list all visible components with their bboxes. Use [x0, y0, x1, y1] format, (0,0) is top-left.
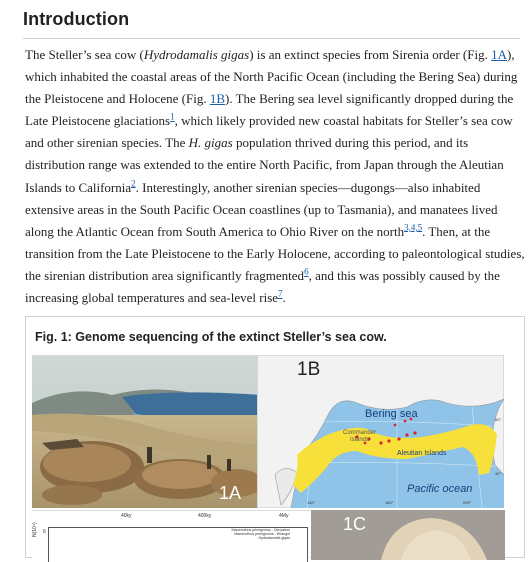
heading-divider — [23, 38, 520, 39]
panel-a-label: 1A — [219, 483, 242, 503]
map-tick-140: 140° — [307, 500, 316, 505]
map-label-commander-islands: Commander Islands — [343, 430, 377, 443]
figure-panel-map[interactable] — [257, 355, 504, 508]
text-run: ), which inhabited the coastal areas of the North Pacific Ocean (including the Bering Sea) during the Pleistocene and Holocene (Fig. — [25, 47, 518, 107]
text-run: population thrived during this period, and its distribution range was extended to the entire North Pacific, from Japan through the Aleutian Islands to California — [25, 135, 504, 195]
map-tick-200: 200° — [463, 500, 472, 505]
map-side-tick-40: 40° — [495, 471, 502, 476]
section-heading: Introduction — [23, 9, 130, 29]
text-run: . — [282, 290, 286, 306]
text-run: The Steller’s sea cow ( — [25, 47, 144, 62]
species-name: H. gigas — [188, 135, 233, 151]
figure-ref-link[interactable]: 1B — [209, 91, 226, 107]
figure-caption[interactable]: Fig. 1: Genome sequencing of the extinct Steller’s sea cow. — [35, 330, 387, 344]
figure-panel-chart[interactable] — [32, 510, 310, 561]
map-label-bering-sea: Bering sea — [365, 408, 418, 420]
text-run: . Interestingly, another sirenian species—dugongs—also inhabited extensive areas in the South Pacific Ocean coastlines (up to Tasmania), and manatees lived along the Atlantic Ocean from South America to Ohio River on the north — [25, 179, 498, 239]
text-run: ). The Bering sea level significantly dropped during the Late Pleistocene glaciations — [25, 91, 514, 129]
map-tick-180: 180° — [385, 500, 394, 505]
bone-sample-image — [311, 510, 505, 560]
citation-link[interactable]: 1 — [170, 111, 175, 122]
chart-tick-400ky: 400ky — [198, 513, 212, 519]
text-run: , which likely provided new coastal habitats for Steller’s sea cow and other sirenian species. The — [25, 113, 513, 151]
citation-link[interactable]: 7 — [278, 288, 283, 299]
species-name: Hydrodamalis gigas — [143, 47, 250, 62]
chart-legend-item: Mammuthus primigenius - Oimyakon — [231, 528, 290, 532]
chart-tick-4my: 4My — [279, 513, 289, 519]
map-side-tick-60: 60° — [495, 417, 502, 422]
text-run: . Then, at the transition from the Late Pleistocene to the Early Holocene, according to paleontological studies, the sirenian distribution area significantly fragmented — [25, 223, 525, 283]
chart-tick-40ky: 40ky — [121, 513, 132, 519]
figure-panel-painting[interactable] — [32, 355, 262, 508]
chart-legend — [204, 528, 290, 540]
map-label-aleutian-islands: Aleutian Islands — [397, 450, 447, 457]
citation-superscript — [404, 222, 422, 232]
figure-panel-photo[interactable] — [311, 510, 505, 560]
chart-y-axis-label: N(10⁴) — [32, 522, 38, 537]
introduction-paragraph — [25, 44, 525, 309]
citation-link[interactable]: 6 — [304, 266, 309, 277]
citation-link[interactable]: 2 — [131, 178, 136, 189]
chart-y-tick-6: 6 — [43, 529, 46, 535]
chart-legend-item: Hydrodamalis gigas — [258, 536, 290, 540]
text-run: , and this was possibly caused by the increasing global temperatures and sea-level rise — [25, 267, 500, 306]
chart-legend-item: Mammuthus primigenius - Wrangel — [234, 532, 290, 536]
map-label-pacific-ocean: Pacific ocean — [407, 483, 473, 495]
figure-box — [25, 316, 525, 558]
text-run: ) is an extinct species from Sirenia order (Fig. — [249, 47, 492, 62]
panel-c-label: 1C — [343, 514, 367, 534]
figure-ref-link[interactable]: 1A — [491, 47, 507, 62]
citation-link[interactable]: 3,4,5 — [404, 222, 423, 233]
panel-b-label: 1B — [297, 359, 321, 380]
